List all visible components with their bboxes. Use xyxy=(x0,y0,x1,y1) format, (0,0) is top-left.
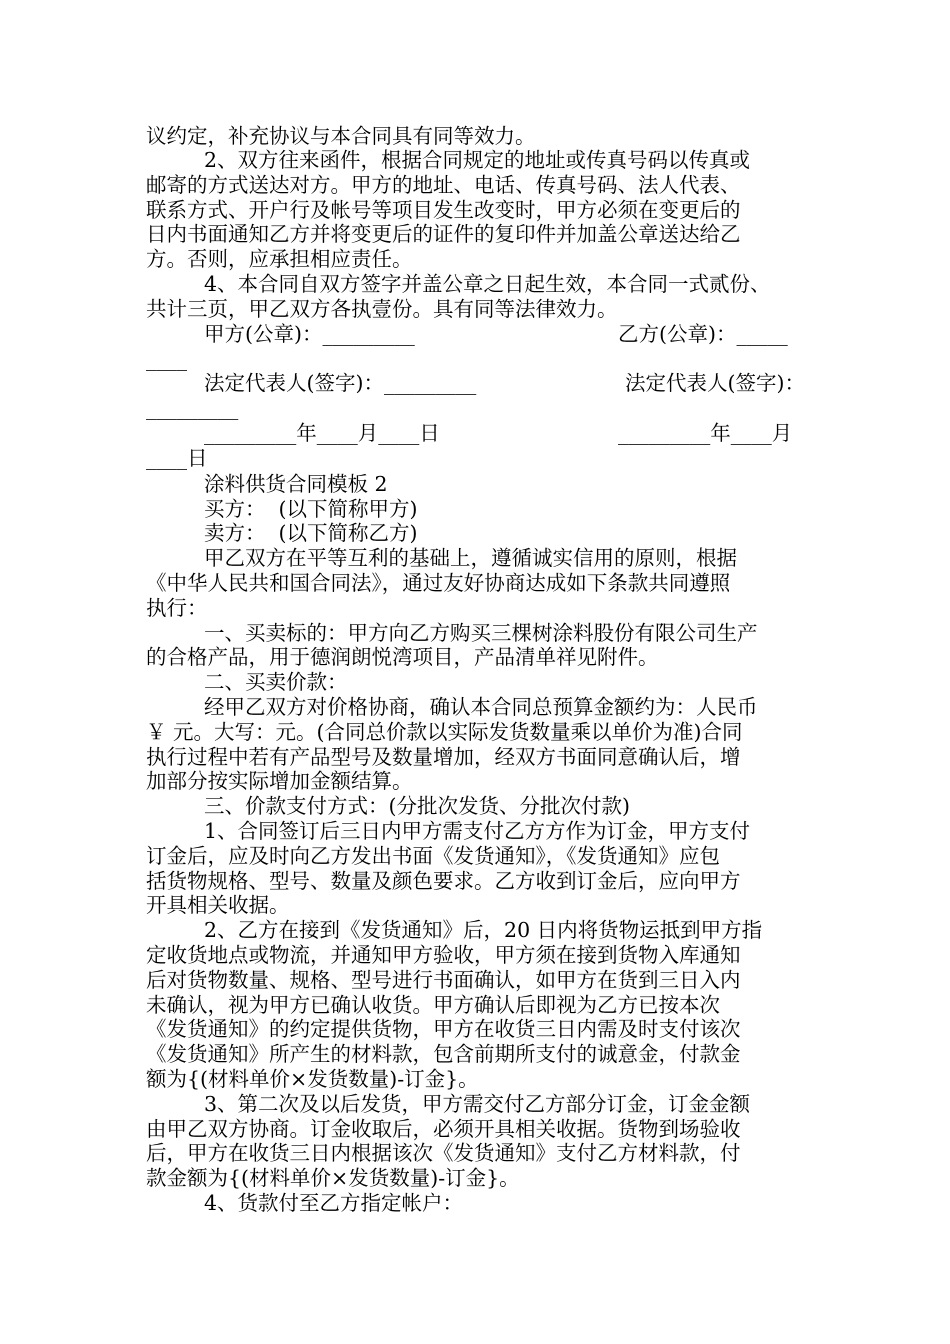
buyer-line: 买方： (以下简称甲方) xyxy=(204,497,418,521)
text-line: 的合格产品，用于德润朗悦湾项目，产品清单祥见附件。 xyxy=(146,645,659,669)
text-line: 日内书面通知乙方并将变更后的证件的复印件并加盖公章送达给乙 xyxy=(146,222,741,246)
text-line: 加部分按实际增加金额结算。 xyxy=(146,769,413,793)
text-line: 2、双方往来函件，根据合同规定的地址或传真号码以传真或 xyxy=(204,148,751,172)
signature-party-a-date: _________年____月____日 xyxy=(204,421,440,445)
text-line: 订金后，应及时向乙方发出书面《发货通知》，《发货通知》应包 xyxy=(146,844,720,868)
text-line: 《发货通知》的约定提供货物，甲方在收货三日内需及时支付该次 xyxy=(146,1017,741,1041)
signature-party-b-seal: 乙方(公章)：_____ xyxy=(618,322,788,346)
text-line: 执行过程中若有产品型号及数量增加，经双方书面同意确认后，增 xyxy=(146,745,741,769)
text-line: 1、合同签订后三日内甲方需支付乙方方作为订金，甲方支付 xyxy=(204,819,751,843)
text-line: 由甲乙双方协商。订金收取后，必须开具相关收据。货物到场验收 xyxy=(146,1117,741,1141)
text-line: 《发货通知》所产生的材料款，包含前期所支付的诚意金，付款金 xyxy=(146,1042,741,1066)
signature-party-a-rep: 法定代表人(签字)：_________ xyxy=(204,371,477,395)
text-line: 定收货地点或物流，并通知甲方验收，甲方须在接到货物入库通知 xyxy=(146,943,741,967)
section-title: 涂料供货合同模板 2 xyxy=(204,472,388,496)
text-line: 共计三页，甲乙双方各执壹份。具有同等法律效力。 xyxy=(146,297,618,321)
text-line: 未确认，视为甲方已确认收货。甲方确认后即视为乙方已按本次 xyxy=(146,993,720,1017)
text-line: 后，甲方在收货三日内根据该次《发货通知》支付乙方材料款，付 xyxy=(146,1141,741,1165)
text-line: ____ xyxy=(146,347,187,371)
text-line: 4、货款付至乙方指定帐户： xyxy=(204,1191,464,1215)
text-line: 邮寄的方式送达对方。甲方的地址、电话、传真号码、法人代表、 xyxy=(146,173,741,197)
seller-line: 卖方： (以下简称乙方) xyxy=(204,521,418,545)
signature-party-b-date: _________年____月 xyxy=(618,421,793,445)
text-line: ____日 xyxy=(146,446,208,470)
text-line: 方。否则，应承担相应责任。 xyxy=(146,247,413,271)
text-line: 一、买卖标的：甲方向乙方购买三棵树涂料股份有限公司生产 xyxy=(204,621,758,645)
text-line: 议约定，补充协议与本合同具有同等效力。 xyxy=(146,124,536,148)
text-line: ￥ 元。大写：元。(合同总价款以实际发货数量乘以单价为准)合同 xyxy=(146,720,743,744)
text-line: 甲乙双方在平等互利的基础上，遵循诚实信用的原则，根据 xyxy=(204,546,737,570)
text-line: 2、乙方在接到《发货通知》后，20 日内将货物运抵到甲方指 xyxy=(204,918,763,942)
text-line: 3、第二次及以后发货，甲方需交付乙方部分订金，订金金额 xyxy=(204,1092,751,1116)
text-line: 开具相关收据。 xyxy=(146,893,290,917)
text-line: 括货物规格、型号、数量及颜色要求。乙方收到订金后，应向甲方 xyxy=(146,869,741,893)
text-line: 联系方式、开户行及帐号等项目发生改变时，甲方必须在变更后的 xyxy=(146,198,741,222)
text-line: 额为{(材料单价×发货数量)-订金}。 xyxy=(146,1067,479,1091)
text-line: _________ xyxy=(146,396,239,420)
text-line: 款金额为{(材料单价×发货数量)-订金}。 xyxy=(146,1166,520,1190)
text-line: 经甲乙双方对价格协商，确认本合同总预算金额约为：人民币 xyxy=(204,695,758,719)
text-line: 《中华人民共和国合同法》，通过友好协商达成如下条款共同遵照 xyxy=(146,571,731,595)
signature-party-b-rep: 法定代表人(签字)： xyxy=(625,371,805,395)
text-line: 执行： xyxy=(146,596,208,620)
text-line: 后对货物数量、规格、型号进行书面确认，如甲方在货到三日入内 xyxy=(146,968,741,992)
text-line: 4、本合同自双方签字并盖公章之日起生效，本合同一式贰份、 xyxy=(204,272,771,296)
signature-party-a-seal: 甲方(公章)：_________ xyxy=(204,322,415,346)
text-line: 三、价款支付方式：(分批次发货、分批次付款) xyxy=(204,794,630,818)
text-line: 二、买卖价款： xyxy=(204,670,348,694)
